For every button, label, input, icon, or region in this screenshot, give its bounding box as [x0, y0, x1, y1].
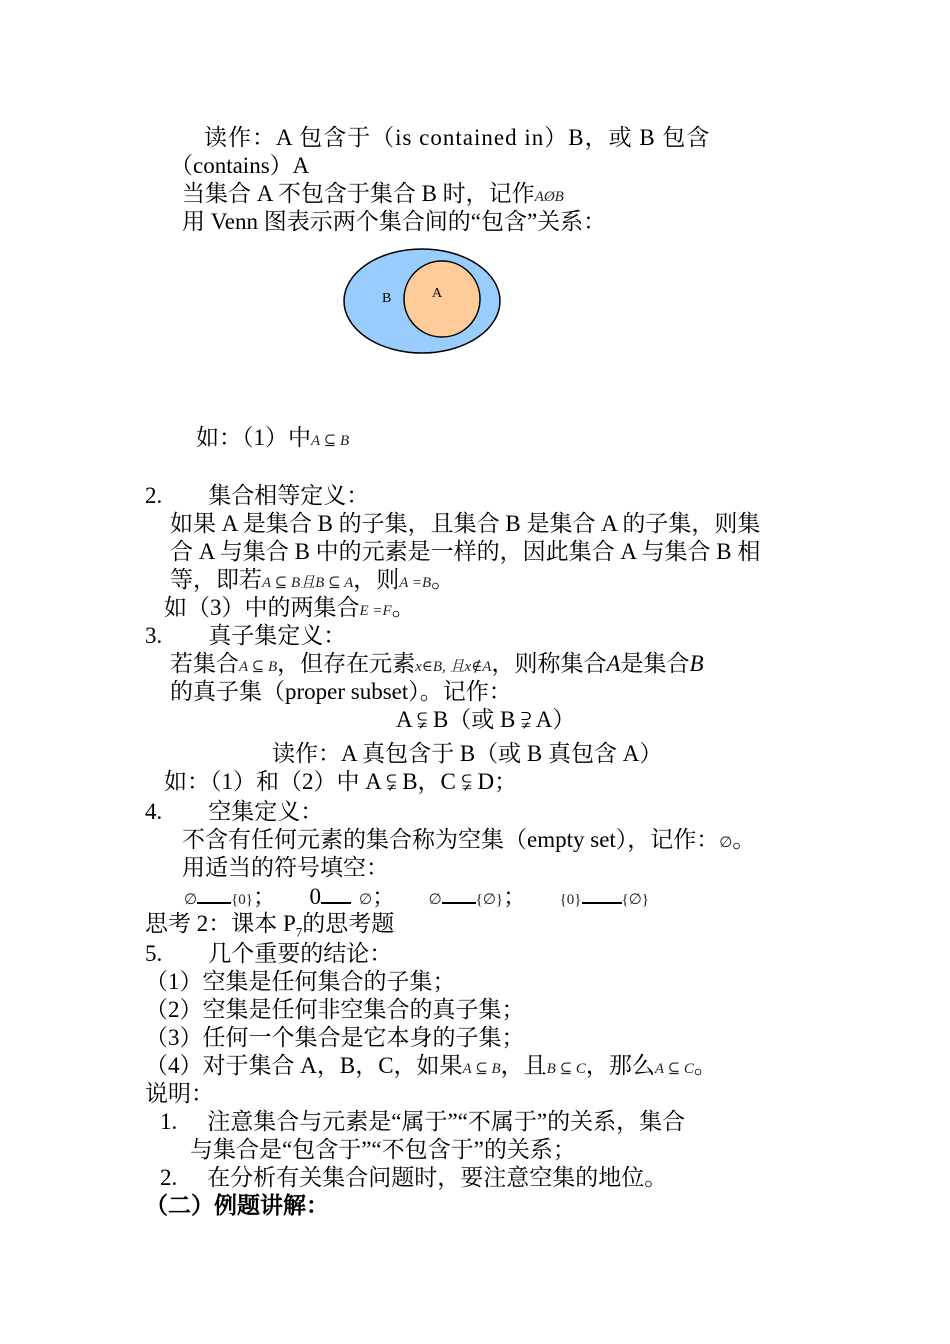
- section2-line2: 合 A 与集合 B 中的元素是一样的，因此集合 A 与集合 B 相: [170, 539, 761, 564]
- note-1-line2: 与集合是“包含于”“不包含于”的关系；: [190, 1137, 576, 1162]
- fill-prompt: 用适当的符号填空：: [182, 855, 389, 880]
- conclusion-4: （4）对于集合 A，B，C，如果A ⊆ B，且B ⊆ C，那么A ⊆ C。: [145, 1053, 717, 1078]
- section4-number: 4.: [145, 799, 163, 824]
- section3-line2: 的真子集（proper subset）。记作：: [170, 679, 512, 704]
- section5-number: 5.: [145, 941, 163, 966]
- think-line: 思考 2：课本 $P_7$的思考题: [145, 911, 395, 940]
- reading-text: 读作：A 包含于（is contained in）B，或 B 包含: [204, 125, 711, 150]
- notes-title: 说明：: [145, 1081, 214, 1106]
- conclusion-3: （3）任何一个集合是它本身的子集；: [145, 1025, 525, 1050]
- section2-line3: 等，即若A ⊆ B且B ⊆ A，则A =B。: [170, 567, 455, 592]
- section4-heading: [145, 798, 323, 826]
- subset-both-formula: A ⊆ B且B ⊆ A: [262, 575, 354, 591]
- example1-line: 如：（1）中A ⊆ B: [196, 425, 350, 450]
- section3-line1: 若集合A ⊆ B，但存在元素x∈B, 且x∉A，则称集合A是集合B: [170, 651, 704, 676]
- equal-formula: A =B: [399, 575, 432, 591]
- conclusion-1: （1）空集是任何集合的子集；: [145, 969, 456, 994]
- fill-blanks-row: ∅ {0}； 0 ∅； ∅ {∅}； {0} {∅}: [184, 884, 649, 909]
- venn-diagram: [340, 246, 510, 362]
- section2-example: 如（3）中的两集合E =F。: [164, 595, 415, 620]
- section2-number: 2.: [145, 483, 163, 508]
- empty-set-symbol: ∅: [719, 835, 733, 851]
- venn-label-a: A: [432, 286, 443, 301]
- venn-label-b: B: [382, 291, 392, 306]
- note-1-line1: 1. 注意集合与元素是“属于”“不属于”的关系，集合: [160, 1109, 686, 1134]
- section2-title: 集合相等定义：: [208, 483, 370, 508]
- section3-title: 真子集定义：: [208, 623, 347, 648]
- section2-line1: 如果 A 是集合 B 的子集，且集合 B 是集合 A 的子集，则集: [170, 511, 761, 536]
- section4-title: 空集定义：: [208, 799, 324, 824]
- proper-subset-notation: A ⫋ B（或 B ⫌ A）: [396, 707, 576, 732]
- blank-1[interactable]: [197, 882, 231, 904]
- blank-2[interactable]: [321, 882, 351, 904]
- section3-number: 3.: [145, 623, 163, 648]
- subset-formula: A ⊆ B: [239, 659, 278, 675]
- venn-intro: 用 Venn 图表示两个集合间的“包含”关系：: [182, 209, 607, 234]
- blank-4[interactable]: [582, 882, 622, 904]
- section4-line1: 不含有任何元素的集合称为空集（empty set），记作：∅。: [182, 827, 756, 852]
- section3-heading: [145, 622, 346, 650]
- not-contained-line: 当集合 A 不包含于集合 B 时，记作AØB: [182, 181, 564, 206]
- not-contained-formula: AØB: [534, 189, 564, 205]
- note-2: 2. 在分析有关集合问题时，要注意空集的地位。: [160, 1165, 668, 1190]
- blank-3[interactable]: [442, 882, 476, 904]
- section5-title: 几个重要的结论：: [208, 941, 393, 966]
- proper-subset-reading: 读作：A 真包含于 B（或 B 真包含 A）: [272, 741, 663, 766]
- section5-heading: [145, 940, 392, 968]
- reading-line: [204, 124, 710, 152]
- conclusion-2: （2）空集是任何非空集合的真子集；: [145, 997, 525, 1022]
- section2-heading: [145, 482, 369, 510]
- example1-formula: A ⊆ B: [311, 433, 350, 449]
- proper-subset-example: 如：（1）和（2）中 A ⫋ B，C ⫋ D；: [164, 769, 518, 794]
- element-formula: x∈B, 且x∉A: [415, 659, 492, 675]
- ef-formula: E =F: [359, 603, 392, 619]
- examples-section-heading: （二）例题讲解：: [145, 1193, 329, 1218]
- reading-line-cont: （contains）A: [170, 153, 310, 178]
